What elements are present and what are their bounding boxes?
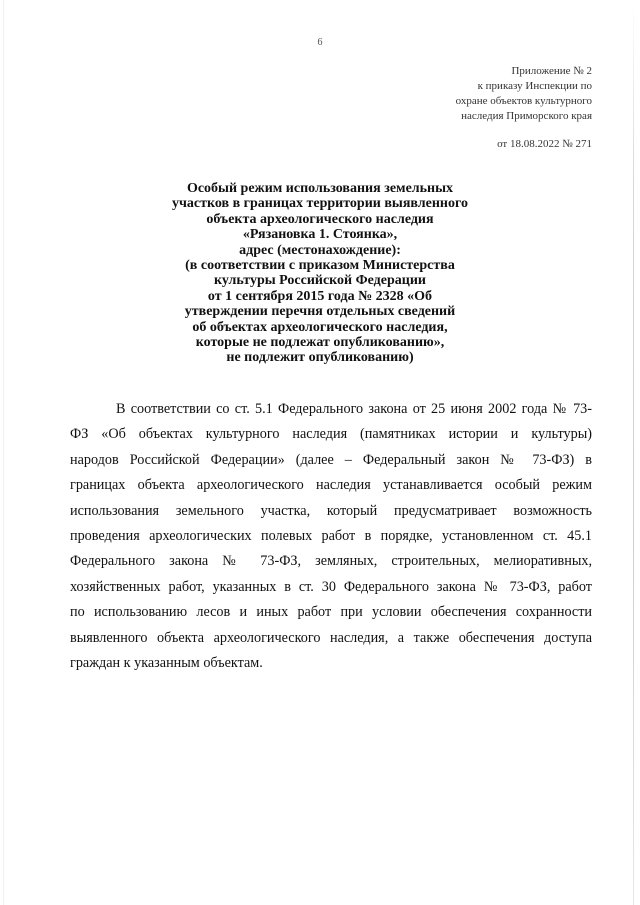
- title-line: Особый режим использования земельных: [186, 181, 454, 196]
- body-line: границах объекта археологического наследия устанавливается особый режим: [70, 477, 592, 494]
- order-reference: от 18.08.2022 № 271: [497, 138, 592, 150]
- title-line: утверждении перечня отдельных сведений: [184, 304, 456, 320]
- body-line: по использованию лесов и иных работ при условии обеспечения сохранности: [70, 604, 592, 621]
- body-line: Федерального закона № 73-ФЗ, земляных, строительных, мелиоративных,: [70, 553, 592, 570]
- title-line: «Рязановка 1. Стоянка»,: [242, 227, 398, 243]
- page-number: 6: [317, 37, 323, 48]
- title-line: адрес (местонахождение):: [239, 242, 401, 258]
- body-line: использования земельного участка, который предусматривает возможность: [70, 502, 592, 519]
- body-line: граждан к указанным объектам.: [70, 655, 263, 672]
- body-line: хозяйственных работ, указанных в ст. 30 Федерального закона № 73-ФЗ, работ: [70, 578, 592, 595]
- body-paragraph: [70, 397, 592, 676]
- scan-left-edge: [3, 0, 4, 905]
- appendix-line: Приложение № 2: [511, 65, 592, 77]
- title-line: участков в границах территории выявленного: [172, 196, 468, 212]
- title-line: (в соответствии с приказом Министерства: [185, 258, 455, 274]
- body-line: В соответствии со ст. 5.1 Федерального закона от 25 июня 2002 года № 73-: [116, 401, 592, 417]
- appendix-header: [332, 64, 592, 124]
- appendix-line: охране объектов культурного: [455, 95, 592, 107]
- title-line: культуры Российской Федерации: [214, 273, 426, 289]
- document-title: [120, 181, 520, 366]
- appendix-line: наследия Приморского края: [461, 110, 592, 122]
- body-line: проведения археологических полевых работ в порядке, установленном ст. 45.1: [70, 528, 592, 545]
- title-line: об объектах археологического наследия,: [192, 319, 448, 335]
- title-line: от 1 сентября 2015 года № 2328 «Об: [207, 288, 433, 304]
- body-line: народов Российской Федерации» (далее – Федеральный закон № 73-ФЗ) в: [70, 451, 592, 468]
- body-line: выявленного объекта археологического наследия, а также обеспечения доступа: [70, 629, 592, 646]
- title-line: которые не подлежат опубликованию»,: [195, 335, 445, 351]
- appendix-line: к приказу Инспекции по: [477, 80, 592, 92]
- scan-right-edge: [633, 0, 634, 905]
- body-line: ФЗ «Об объектах культурного наследия (памятниках истории и культуры): [70, 426, 592, 443]
- title-line: объекта археологического наследия: [206, 211, 434, 227]
- title-line: не подлежит опубликованию): [226, 350, 414, 366]
